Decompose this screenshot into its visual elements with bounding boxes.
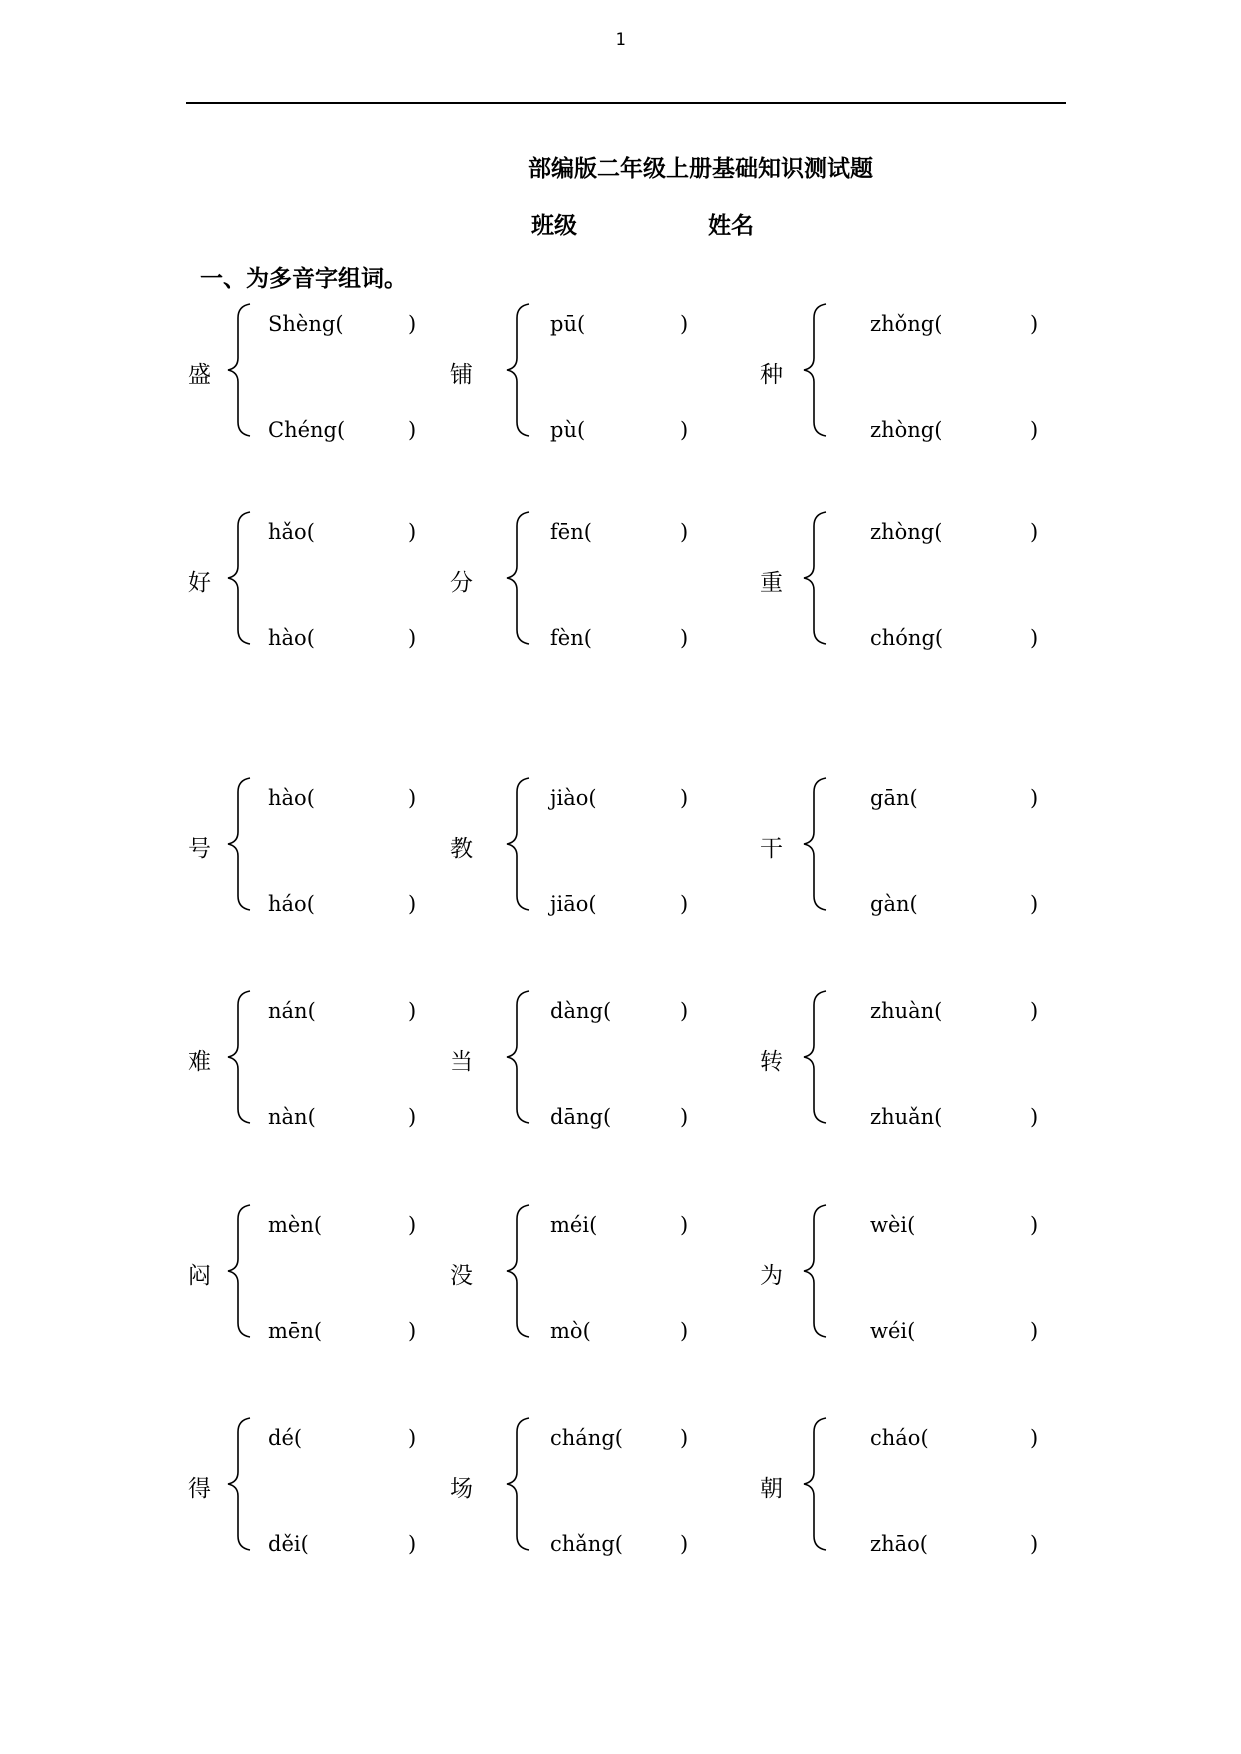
pinyin-label: hǎo xyxy=(268,520,307,544)
curly-brace xyxy=(226,508,256,648)
open-parenthesis: ( xyxy=(313,1319,323,1343)
polyphone-group xyxy=(450,1414,750,1554)
close-parenthesis: ) xyxy=(680,1532,689,1556)
close-parenthesis: ) xyxy=(1030,1532,1039,1556)
reading-line xyxy=(550,999,700,1023)
pinyin-label: fèn xyxy=(550,626,584,650)
open-parenthesis: ( xyxy=(907,1213,916,1237)
curly-brace xyxy=(505,774,535,914)
close-parenthesis: ) xyxy=(1030,1319,1039,1343)
close-parenthesis: ) xyxy=(1030,418,1039,442)
pinyin-label: chóng xyxy=(870,626,935,650)
open-parenthesis: ( xyxy=(306,786,315,810)
close-parenthesis: ) xyxy=(1030,892,1039,916)
reading-line xyxy=(550,1532,700,1556)
polyphone-group xyxy=(760,508,1060,648)
pinyin-label: Chéng xyxy=(268,418,337,442)
pinyin-label: mēn xyxy=(268,1319,314,1343)
pinyin-label: děi xyxy=(268,1532,301,1556)
polyphone-character: 铺 xyxy=(450,362,473,388)
document-title: 部编版二年级上册基础知识测试题 xyxy=(528,156,873,182)
polyphone-character: 种 xyxy=(760,362,783,388)
open-parenthesis: ( xyxy=(335,312,344,336)
reading-line xyxy=(268,626,428,650)
open-parenthesis: ( xyxy=(614,1532,623,1556)
pinyin-label: fēn xyxy=(550,520,584,544)
close-parenthesis: ) xyxy=(408,786,417,810)
open-parenthesis: ( xyxy=(307,1105,316,1129)
pinyin-label: mò xyxy=(550,1319,583,1343)
open-parenthesis: ( xyxy=(300,1532,309,1556)
open-parenthesis: ( xyxy=(907,1319,916,1343)
reading-line xyxy=(550,1105,700,1129)
polyphone-character: 教 xyxy=(450,836,473,862)
header-divider xyxy=(186,102,1066,104)
open-parenthesis: ( xyxy=(306,892,315,916)
reading-line xyxy=(550,1213,700,1237)
pinyin-label: gàn xyxy=(870,892,910,916)
reading-line xyxy=(550,892,700,916)
close-parenthesis: ) xyxy=(680,892,689,916)
reading-line xyxy=(268,312,428,336)
reading-line xyxy=(268,1426,428,1450)
pinyin-label: mèn xyxy=(268,1213,314,1237)
pinyin-label: zhuàn xyxy=(870,999,935,1023)
reading-line xyxy=(268,1319,428,1343)
open-parenthesis: ( xyxy=(576,418,586,442)
polyphone-character: 朝 xyxy=(760,1476,783,1502)
curly-brace xyxy=(802,1414,832,1554)
polyphone-group xyxy=(450,508,750,648)
close-parenthesis: ) xyxy=(1030,520,1039,544)
open-parenthesis: ( xyxy=(934,1105,943,1129)
reading-line xyxy=(550,418,700,442)
close-parenthesis: ) xyxy=(408,520,417,544)
polyphone-character: 好 xyxy=(188,570,211,596)
open-parenthesis: ( xyxy=(588,786,597,810)
reading-line xyxy=(870,1319,1050,1343)
reading-line xyxy=(870,1532,1050,1556)
close-parenthesis: ) xyxy=(408,312,417,336)
reading-line xyxy=(870,1105,1050,1129)
close-parenthesis: ) xyxy=(1030,1426,1039,1450)
close-parenthesis: ) xyxy=(680,786,689,810)
polyphone-character: 为 xyxy=(760,1263,783,1289)
reading-line xyxy=(550,1319,700,1343)
open-parenthesis: ( xyxy=(306,520,315,544)
close-parenthesis: ) xyxy=(408,1319,417,1343)
pinyin-label: zhòng xyxy=(870,520,935,544)
reading-line xyxy=(268,1532,428,1556)
polyphone-character: 难 xyxy=(188,1049,211,1075)
close-parenthesis: ) xyxy=(408,999,417,1023)
pinyin-label: jiào xyxy=(550,786,589,810)
close-parenthesis: ) xyxy=(408,892,417,916)
polyphone-group xyxy=(188,987,488,1127)
pinyin-label: jiāo xyxy=(550,892,589,916)
reading-line xyxy=(550,786,700,810)
pinyin-label: zhòng xyxy=(870,418,935,442)
open-parenthesis: ( xyxy=(583,626,592,650)
polyphone-group xyxy=(188,774,488,914)
close-parenthesis: ) xyxy=(408,1426,417,1450)
curly-brace xyxy=(505,1414,535,1554)
reading-line xyxy=(268,786,428,810)
open-parenthesis: ( xyxy=(934,520,943,544)
open-parenthesis: ( xyxy=(909,892,918,916)
pinyin-label: dàng xyxy=(550,999,603,1023)
pinyin-label: háo xyxy=(268,892,307,916)
curly-brace xyxy=(226,300,256,440)
close-parenthesis: ) xyxy=(408,1532,417,1556)
pinyin-label: nán xyxy=(268,999,308,1023)
open-parenthesis: ( xyxy=(576,312,586,336)
close-parenthesis: ) xyxy=(680,1426,689,1450)
curly-brace xyxy=(226,774,256,914)
open-parenthesis: ( xyxy=(614,1426,623,1450)
pinyin-label: gān xyxy=(870,786,910,810)
reading-line xyxy=(870,1426,1050,1450)
polyphone-group xyxy=(760,1201,1060,1341)
close-parenthesis: ) xyxy=(680,1105,689,1129)
class-label: 班级 xyxy=(531,213,577,239)
open-parenthesis: ( xyxy=(934,418,943,442)
section-heading: 一、为多音字组词。 xyxy=(200,266,407,292)
open-parenthesis: ( xyxy=(602,1105,612,1129)
reading-line xyxy=(870,418,1050,442)
pinyin-label: hào xyxy=(268,626,307,650)
close-parenthesis: ) xyxy=(680,626,689,650)
polyphone-group xyxy=(450,300,750,440)
open-parenthesis: ( xyxy=(934,626,944,650)
curly-brace xyxy=(505,1201,535,1341)
open-parenthesis: ( xyxy=(934,999,943,1023)
pinyin-label: zhǒng xyxy=(870,312,935,336)
pinyin-label: pū xyxy=(550,312,577,336)
pinyin-label: dé xyxy=(268,1426,294,1450)
polyphone-character: 号 xyxy=(188,836,211,862)
reading-line xyxy=(550,312,700,336)
pinyin-label: cháng xyxy=(550,1426,615,1450)
pinyin-label: zhuǎn xyxy=(870,1105,935,1129)
polyphone-character: 没 xyxy=(450,1263,473,1289)
close-parenthesis: ) xyxy=(680,520,689,544)
polyphone-character: 闷 xyxy=(188,1263,211,1289)
reading-line xyxy=(268,892,428,916)
open-parenthesis: ( xyxy=(919,1532,928,1556)
reading-line xyxy=(268,418,428,442)
close-parenthesis: ) xyxy=(1030,626,1039,650)
polyphone-group xyxy=(760,300,1060,440)
close-parenthesis: ) xyxy=(680,1319,689,1343)
curly-brace xyxy=(802,987,832,1127)
polyphone-character: 当 xyxy=(450,1049,473,1075)
curly-brace xyxy=(505,987,535,1127)
polyphone-character: 干 xyxy=(760,836,783,862)
close-parenthesis: ) xyxy=(1030,1105,1039,1129)
open-parenthesis: ( xyxy=(313,1213,323,1237)
page-number: 1 xyxy=(615,30,626,50)
pinyin-label: zhāo xyxy=(870,1532,920,1556)
curly-brace xyxy=(802,1201,832,1341)
polyphone-character: 盛 xyxy=(188,362,211,388)
open-parenthesis: ( xyxy=(306,626,315,650)
open-parenthesis: ( xyxy=(909,786,918,810)
reading-line xyxy=(870,312,1050,336)
polyphone-character: 得 xyxy=(188,1476,211,1502)
open-parenthesis: ( xyxy=(588,892,597,916)
reading-line xyxy=(550,520,700,544)
curly-brace xyxy=(802,300,832,440)
polyphone-group xyxy=(188,1414,488,1554)
open-parenthesis: ( xyxy=(582,1319,591,1343)
reading-line xyxy=(870,999,1050,1023)
open-parenthesis: ( xyxy=(293,1426,303,1450)
close-parenthesis: ) xyxy=(680,999,689,1023)
close-parenthesis: ) xyxy=(680,1213,689,1237)
pinyin-label: wèi xyxy=(870,1213,908,1237)
polyphone-group xyxy=(450,1201,750,1341)
polyphone-group xyxy=(450,987,750,1127)
open-parenthesis: ( xyxy=(337,418,346,442)
pinyin-label: nàn xyxy=(268,1105,308,1129)
polyphone-group xyxy=(188,300,488,440)
close-parenthesis: ) xyxy=(1030,786,1039,810)
close-parenthesis: ) xyxy=(408,1213,417,1237)
close-parenthesis: ) xyxy=(408,418,417,442)
reading-line xyxy=(268,1105,428,1129)
close-parenthesis: ) xyxy=(408,626,417,650)
open-parenthesis: ( xyxy=(589,1213,598,1237)
curly-brace xyxy=(802,774,832,914)
reading-line xyxy=(870,786,1050,810)
polyphone-group xyxy=(188,508,488,648)
polyphone-group xyxy=(760,774,1060,914)
polyphone-group xyxy=(450,774,750,914)
reading-line xyxy=(268,999,428,1023)
reading-line xyxy=(870,626,1050,650)
open-parenthesis: ( xyxy=(920,1426,929,1450)
curly-brace xyxy=(226,1414,256,1554)
pinyin-label: méi xyxy=(550,1213,590,1237)
pinyin-label: dāng xyxy=(550,1105,603,1129)
pinyin-label: wéi xyxy=(870,1319,908,1343)
curly-brace xyxy=(505,300,535,440)
reading-line xyxy=(870,892,1050,916)
close-parenthesis: ) xyxy=(1030,312,1039,336)
polyphone-character: 转 xyxy=(760,1049,783,1075)
reading-line xyxy=(268,1213,428,1237)
polyphone-character: 场 xyxy=(450,1476,473,1502)
open-parenthesis: ( xyxy=(583,520,592,544)
polyphone-character: 重 xyxy=(760,570,783,596)
polyphone-group xyxy=(760,1414,1060,1554)
curly-brace xyxy=(505,508,535,648)
pinyin-label: chǎng xyxy=(550,1532,615,1556)
pinyin-label: Shèng xyxy=(268,312,336,336)
curly-brace xyxy=(226,987,256,1127)
reading-line xyxy=(268,520,428,544)
pinyin-label: cháo xyxy=(870,1426,921,1450)
close-parenthesis: ) xyxy=(408,1105,417,1129)
close-parenthesis: ) xyxy=(1030,999,1039,1023)
reading-line xyxy=(550,1426,700,1450)
close-parenthesis: ) xyxy=(680,418,689,442)
name-label: 姓名 xyxy=(708,213,754,239)
open-parenthesis: ( xyxy=(934,312,943,336)
reading-line xyxy=(550,626,700,650)
polyphone-group xyxy=(760,987,1060,1127)
curly-brace xyxy=(226,1201,256,1341)
curly-brace xyxy=(802,508,832,648)
reading-line xyxy=(870,1213,1050,1237)
open-parenthesis: ( xyxy=(602,999,612,1023)
pinyin-label: hào xyxy=(268,786,307,810)
polyphone-group xyxy=(188,1201,488,1341)
close-parenthesis: ) xyxy=(1030,1213,1039,1237)
polyphone-character: 分 xyxy=(450,570,473,596)
close-parenthesis: ) xyxy=(680,312,689,336)
open-parenthesis: ( xyxy=(307,999,316,1023)
reading-line xyxy=(870,520,1050,544)
pinyin-label: pù xyxy=(550,418,577,442)
